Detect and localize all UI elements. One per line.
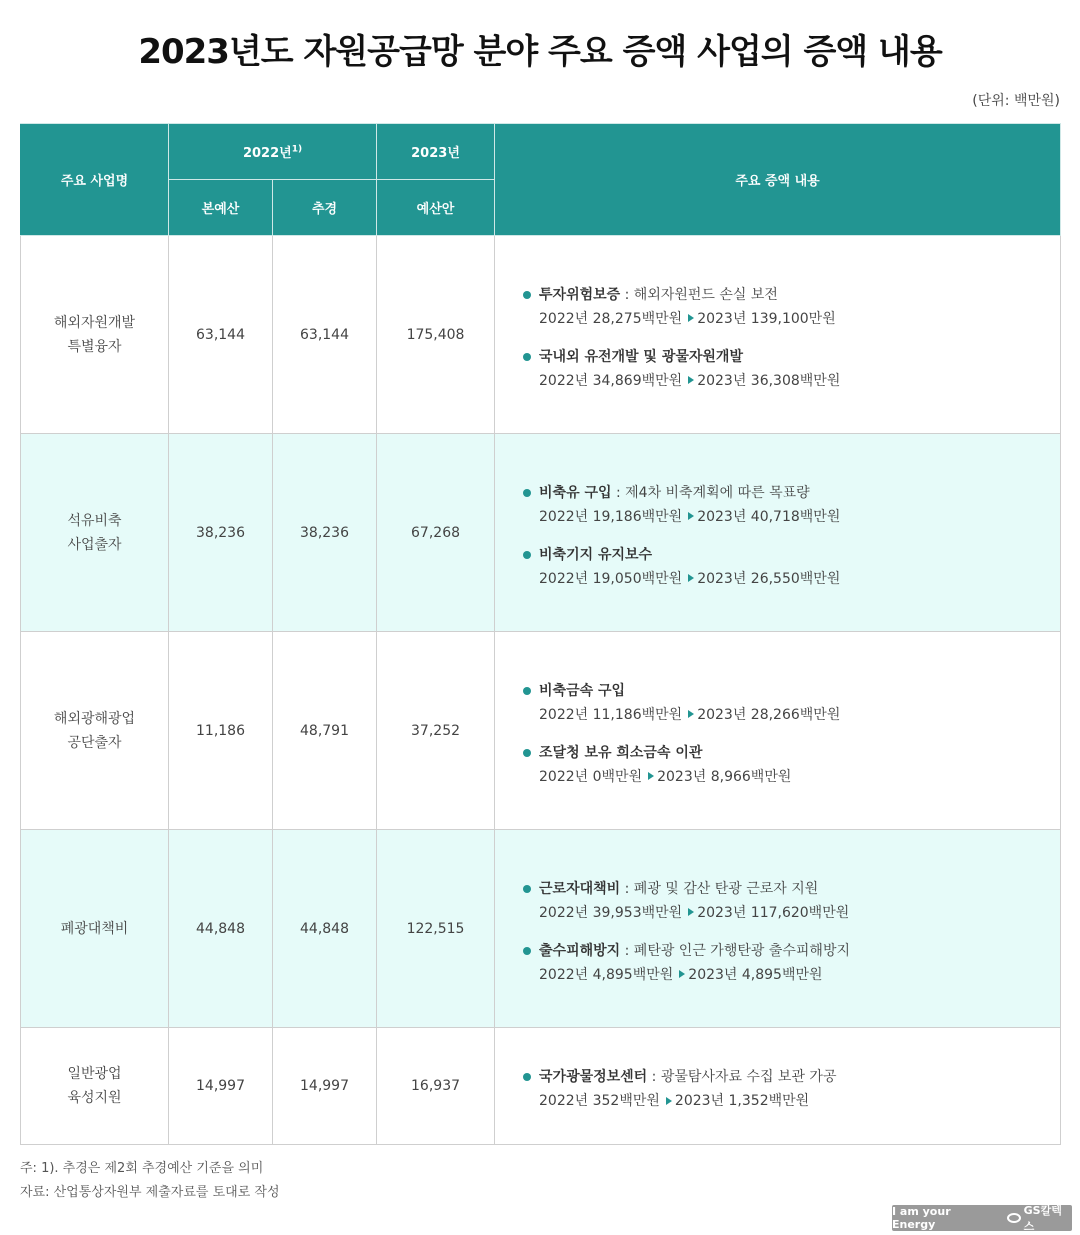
page-title: 2023년도 자원공급망 분야 주요 증액 사업의 증액 내용: [138, 32, 942, 72]
business-name-line: 해외광해광업: [53, 710, 136, 727]
amount-to: 2023년 1,352백만원: [674, 1093, 810, 1109]
table-row: [21, 236, 1061, 434]
amount-from: 2022년 0백만원: [539, 768, 643, 785]
arrow-right-icon: [688, 376, 694, 384]
arrow-right-icon: [688, 574, 694, 582]
item-heading: [523, 283, 1060, 307]
cell-amount-chu: 14,997: [273, 1028, 377, 1145]
business-name-line: 특별융자: [67, 338, 122, 355]
cell-amount-bon: 11,186: [169, 632, 273, 830]
increase-item: [523, 741, 1060, 789]
unit-label: (단위: 백만원): [972, 93, 1060, 109]
item-heading: [523, 939, 1060, 963]
increase-item: [523, 679, 1060, 727]
item-title: 국가광물정보센터: [539, 1069, 648, 1085]
cell-business-name: [21, 632, 169, 830]
item-title: 근로자대책비: [539, 880, 621, 897]
cell-amount-ye: 122,515: [377, 830, 495, 1028]
bullet-icon: [523, 947, 531, 955]
item-detail: : 폐광 및 감산 탄광 근로자 지원: [620, 880, 819, 897]
source-note: 자료: 산업통상자원부 제출자료를 토대로 작성: [20, 1185, 280, 1200]
increase-item: [523, 1065, 1060, 1113]
increase-item: [523, 283, 1060, 331]
amount-to: 2023년 139,100만원: [697, 310, 836, 327]
item-detail: : 해외자원펀드 손실 보전: [620, 286, 778, 303]
cell-amount-chu: 44,848: [273, 830, 377, 1028]
header-main-budget: 본예산: [169, 180, 273, 236]
cell-business-name: [21, 1028, 169, 1145]
cell-amount-ye: 16,937: [377, 1028, 495, 1145]
business-name-line: 공단출자: [67, 734, 122, 751]
increase-item: [523, 345, 1060, 393]
cell-amount-ye: 67,268: [377, 434, 495, 632]
brand-logo-text: GS칼텍스: [1023, 1204, 1062, 1233]
business-name-line: 일반광업: [67, 1066, 122, 1082]
item-title: 조달청 보유 희소금속 이관: [539, 744, 703, 761]
item-heading: [523, 481, 1060, 505]
brand-badge: [892, 1205, 1072, 1231]
amount-to: 2023년 4,895백만원: [688, 966, 823, 983]
bullet-icon: [523, 749, 531, 757]
item-detail: : 폐탄광 인근 가행탄광 출수피해방지: [620, 942, 850, 959]
arrow-right-icon: [688, 908, 694, 916]
header-2022: 2022년$^{1)}$: [169, 124, 377, 180]
arrow-right-icon: [688, 710, 694, 718]
item-heading: [523, 741, 1060, 765]
arrow-right-icon: [688, 314, 694, 322]
increase-item: [523, 481, 1060, 529]
business-name-line: 해외자원개발: [53, 314, 136, 331]
item-amount-change: [523, 703, 1060, 727]
table-row: [21, 830, 1061, 1028]
header-business-name: 주요 사업명: [21, 124, 169, 236]
cell-description: [495, 1028, 1061, 1145]
amount-from: 2022년 28,275백만원: [539, 310, 683, 327]
amount-to: 2023년 26,550백만원: [697, 570, 841, 587]
item-title: 비축기지 유지보수: [539, 546, 653, 563]
cell-amount-ye: 175,408: [377, 236, 495, 434]
bullet-icon: [523, 687, 531, 695]
item-heading: [523, 1065, 1060, 1089]
cell-business-name: [21, 434, 169, 632]
bullet-icon: [523, 489, 531, 497]
item-detail: : 제4차 비축계획에 따른 목표량: [611, 484, 810, 501]
amount-from: 2022년 39,953백만원: [539, 904, 683, 921]
item-amount-change: [523, 1089, 1060, 1113]
amount-to: 2023년 36,308백만원: [697, 372, 841, 389]
table-row: [21, 632, 1061, 830]
header-proposed-budget: 예산안: [377, 180, 495, 236]
item-title: 비축금속 구입: [539, 682, 626, 699]
cell-business-name: [21, 830, 169, 1028]
bullet-icon: [523, 551, 531, 559]
cell-amount-bon: 63,144: [169, 236, 273, 434]
increase-item: [523, 877, 1060, 925]
cell-amount-bon: 38,236: [169, 434, 273, 632]
item-heading: [523, 345, 1060, 369]
footnote: 주: 1). 추경은 제2회 추경예산 기준을 의미: [20, 1161, 264, 1176]
cell-description: [495, 236, 1061, 434]
amount-to: 2023년 8,966백만원: [657, 768, 792, 785]
cell-amount-chu: 63,144: [273, 236, 377, 434]
amount-to: 2023년 28,266백만원: [697, 706, 841, 723]
header-2023: 2023년: [377, 124, 495, 180]
item-title: 국내외 유전개발 및 광물자원개발: [539, 348, 743, 365]
header-supplementary: 추경: [273, 180, 377, 236]
arrow-right-icon: [688, 512, 694, 520]
amount-from: 2022년 34,869백만원: [539, 372, 683, 389]
item-amount-change: [523, 963, 1060, 987]
business-name-line: 폐광대책비: [60, 920, 129, 937]
item-title: 비축유 구입: [539, 484, 612, 501]
header-description: 주요 증액 내용: [495, 124, 1061, 236]
table-row: [21, 1028, 1061, 1145]
cell-description: [495, 632, 1061, 830]
item-amount-change: [523, 567, 1060, 591]
item-amount-change: [523, 901, 1060, 925]
item-title: 투자위험보증: [539, 286, 621, 303]
bullet-icon: [523, 291, 531, 299]
amount-from: 2022년 11,186백만원: [539, 706, 683, 723]
item-amount-change: [523, 505, 1060, 529]
item-heading: [523, 543, 1060, 567]
cell-business-name: [21, 236, 169, 434]
arrow-right-icon: [648, 772, 654, 780]
amount-from: 2022년 4,895백만원: [539, 966, 674, 983]
cell-description: [495, 830, 1061, 1028]
table-row: [21, 434, 1061, 632]
item-title: 출수피해방지: [539, 942, 621, 959]
amount-to: 2023년 40,718백만원: [697, 508, 841, 525]
arrow-right-icon: [679, 970, 685, 978]
item-amount-change: [523, 307, 1060, 331]
brand-tagline: I am your Energy: [892, 1205, 951, 1231]
item-amount-change: [523, 369, 1060, 393]
bullet-icon: [523, 353, 531, 361]
budget-table: [20, 123, 1061, 1145]
amount-from: 2022년 19,186백만원: [539, 508, 683, 525]
bullet-icon: [523, 1073, 531, 1081]
arrow-right-icon: [666, 1097, 672, 1105]
business-name-line: 사업출자: [67, 536, 122, 553]
item-heading: [523, 877, 1060, 901]
amount-from: 2022년 352백만원: [539, 1093, 660, 1109]
business-name-line: 석유비축: [67, 512, 122, 529]
item-heading: [523, 679, 1060, 703]
amount-from: 2022년 19,050백만원: [539, 570, 683, 587]
cell-amount-chu: 38,236: [273, 434, 377, 632]
cell-amount-bon: 14,997: [169, 1028, 273, 1145]
bullet-icon: [523, 885, 531, 893]
item-detail: : 광물탐사자료 수집 보관 가공: [647, 1069, 837, 1085]
increase-item: [523, 939, 1060, 987]
cell-amount-bon: 44,848: [169, 830, 273, 1028]
gs-logo-icon: [1007, 1213, 1021, 1223]
cell-amount-ye: 37,252: [377, 632, 495, 830]
amount-to: 2023년 117,620백만원: [697, 904, 850, 921]
footnote-marker: 1): [291, 144, 303, 155]
item-amount-change: [523, 765, 1060, 789]
business-name-line: 육성지원: [67, 1090, 122, 1106]
cell-amount-chu: 48,791: [273, 632, 377, 830]
cell-description: [495, 434, 1061, 632]
increase-item: [523, 543, 1060, 591]
